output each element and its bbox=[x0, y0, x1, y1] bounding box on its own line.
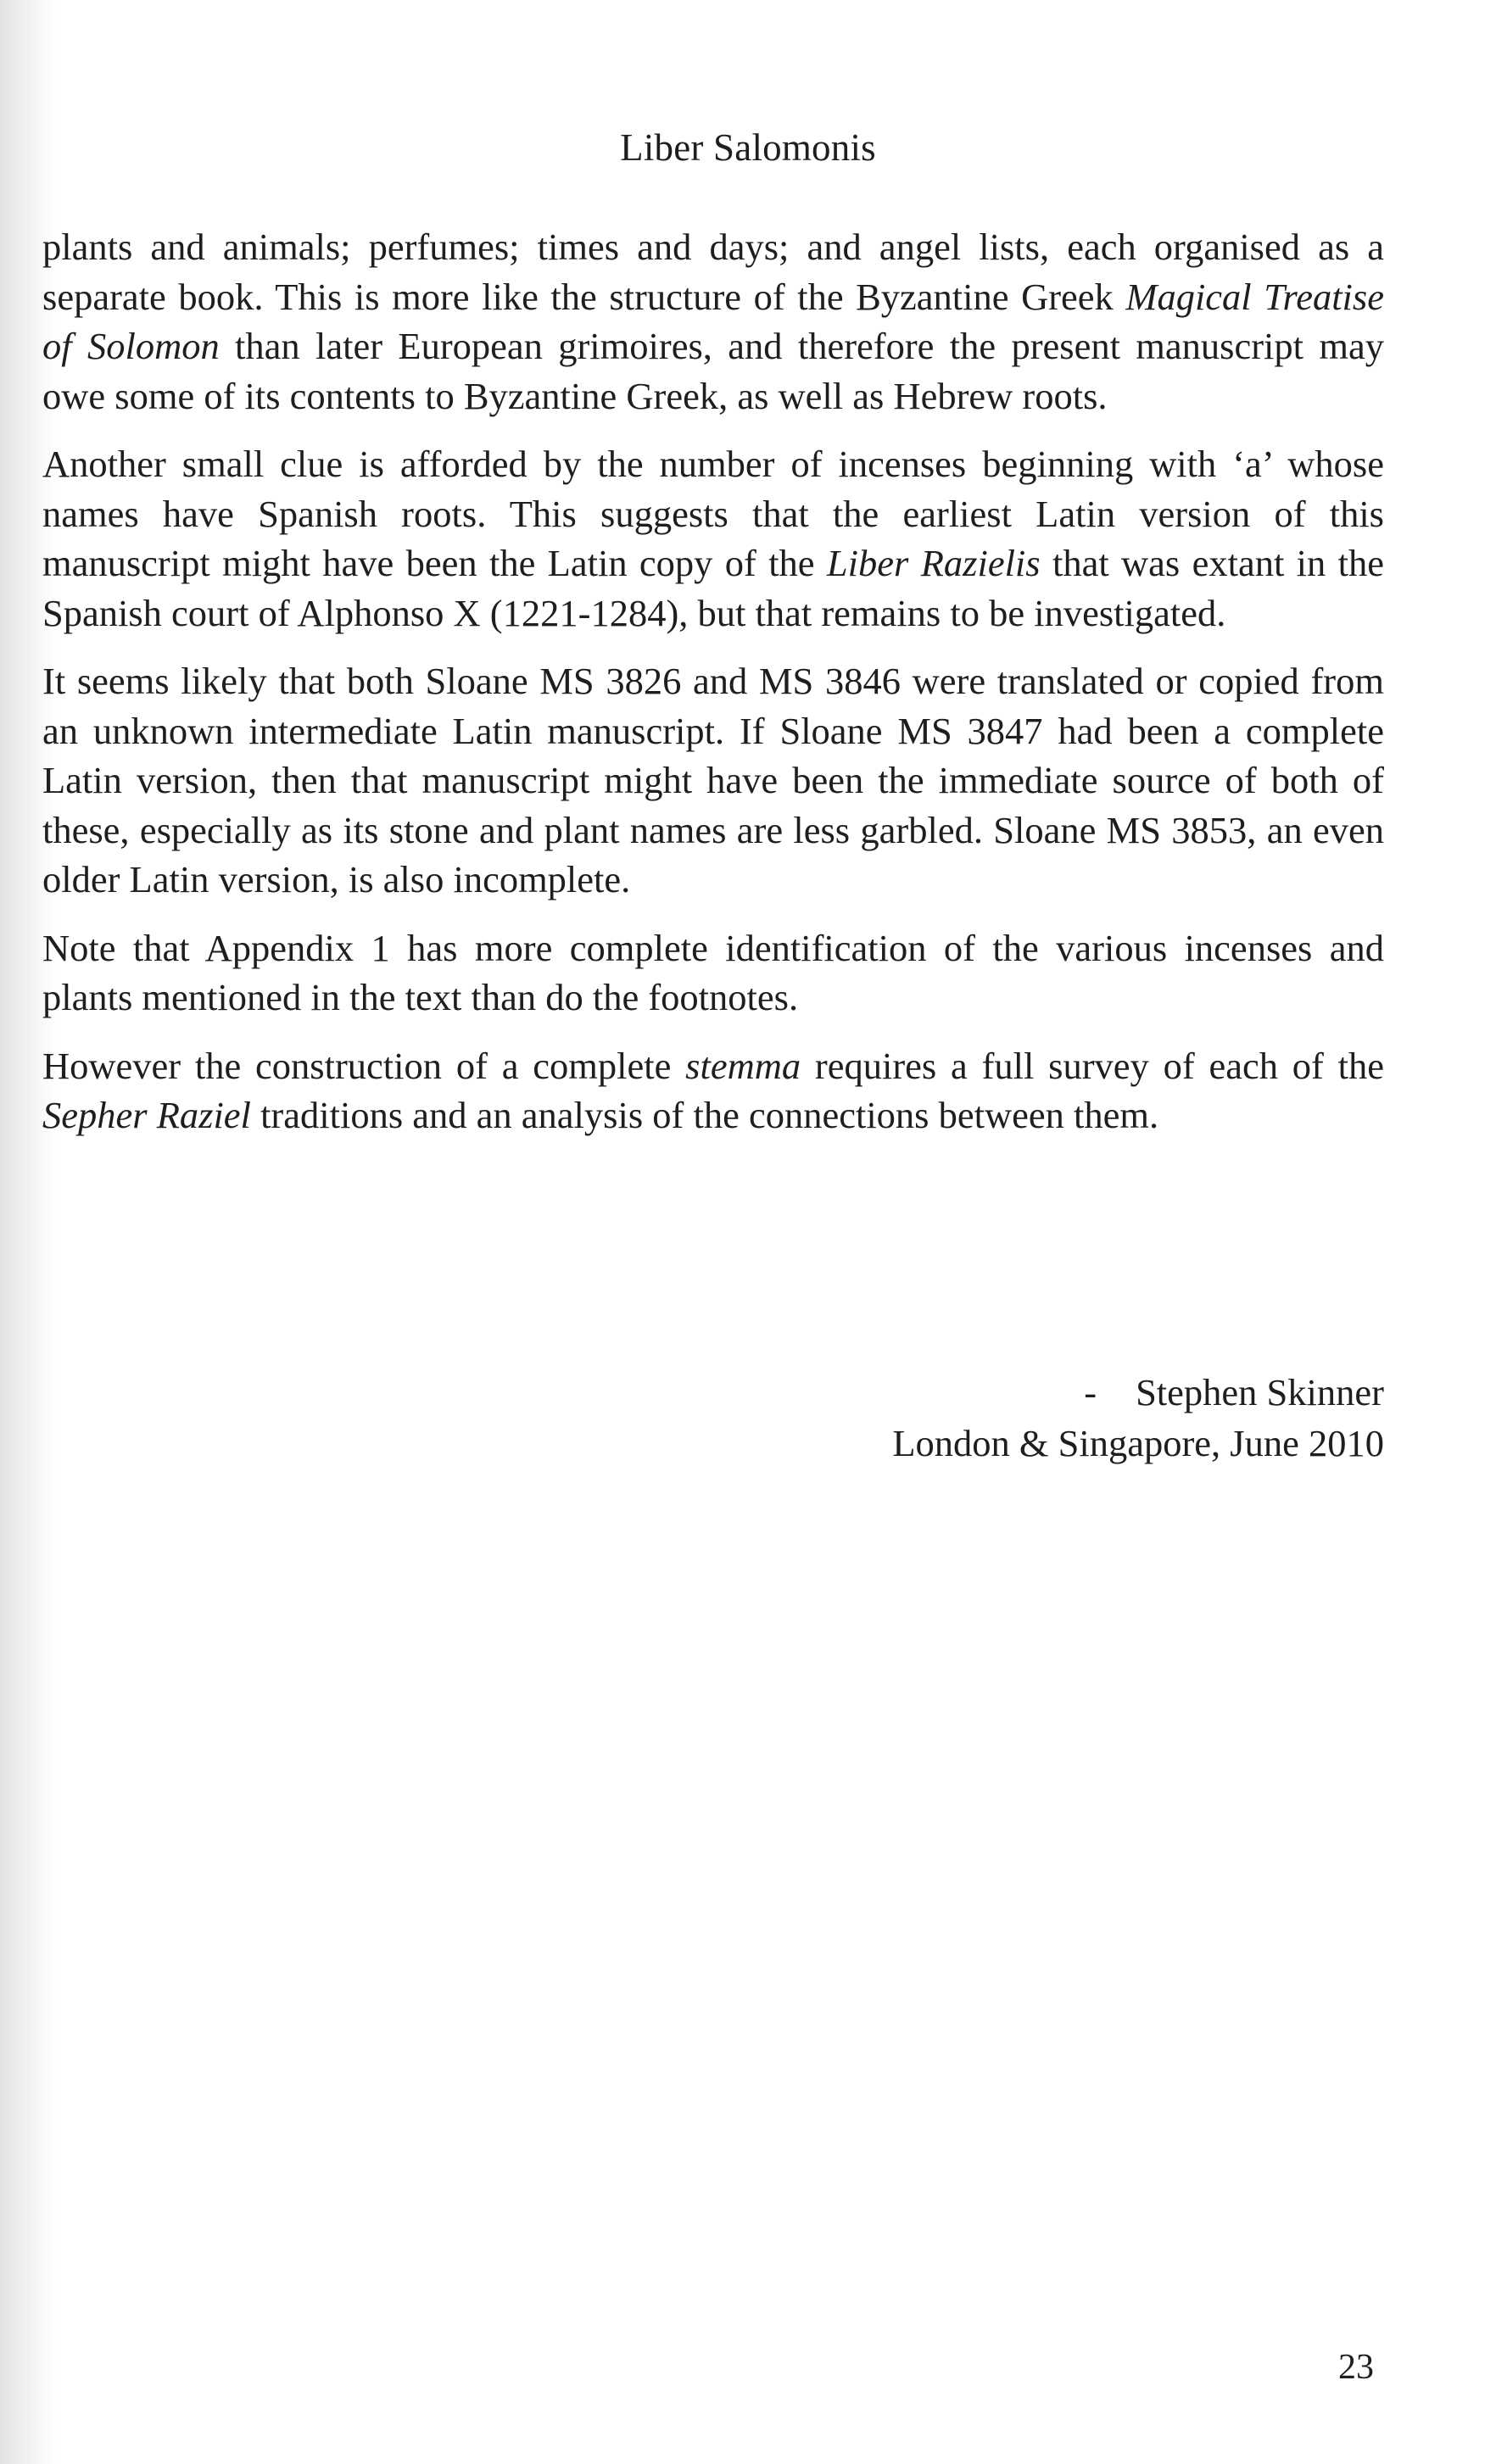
book-title-sepher-raziel: Sepher Raziel bbox=[42, 1094, 251, 1136]
text-segment: that was extant in the Spanish court of Alphonso X (1221-1284), but that remains to be investigated. bbox=[42, 542, 1384, 634]
page-number: 23 bbox=[1338, 2348, 1374, 2387]
running-header: Liber Salomonis bbox=[620, 126, 876, 169]
text-segment: traditions and an analysis of the connections between them. bbox=[250, 1094, 1159, 1136]
paragraph-4 bbox=[42, 923, 1384, 1023]
text-segment: Note that Appendix 1 has more complete identification of the various incenses and plants mentioned in the text than do the footnotes. bbox=[42, 926, 1384, 1018]
paragraph-5 bbox=[42, 1041, 1384, 1140]
text-segment: plants and animals; perfumes; times and days; and angel lists, each organised as a separate book. This is more like the structure of the Byzantine Greek bbox=[42, 226, 1384, 318]
body-text bbox=[42, 222, 1384, 1159]
signature-dash: - bbox=[1084, 1371, 1097, 1413]
text-segment: than later European grimoires, and therefore the present manuscript may owe some of its contents to Byzantine Greek, as well as Hebrew roots. bbox=[42, 325, 1384, 417]
signature-author: Stephen Skinner bbox=[1136, 1371, 1384, 1413]
signature-block bbox=[892, 1367, 1384, 1469]
paragraph-2 bbox=[42, 439, 1384, 638]
text-segment: However the construction of a complete bbox=[42, 1044, 686, 1087]
text-segment: It seems likely that both Sloane MS 3826 and MS 3846 were translated or copied from an unknown intermediate Latin manuscript. If Sloane MS 3847 had been a complete Latin version, then that manuscript might have been the immediate source of both of these, especially as its stone and plant names are less garbled. Sloane MS 3853, an even older Latin version, is also incomplete. bbox=[42, 660, 1384, 900]
text-segment: Another small clue is afforded by the number of incenses beginning with ‘a’ whose names have Spanish roots. This suggests that the earliest Latin version of this manuscript might have been the Latin copy of the bbox=[42, 443, 1384, 584]
paragraph-1 bbox=[42, 222, 1384, 421]
signature-place-date: London & Singapore, June 2010 bbox=[892, 1422, 1384, 1464]
book-title-liber-razielis: Liber Razielis bbox=[826, 542, 1041, 584]
text-segment: requires a full survey of each of the bbox=[801, 1044, 1384, 1087]
signature-author-line bbox=[892, 1367, 1384, 1418]
paragraph-3 bbox=[42, 656, 1384, 905]
book-title-magical-treatise: Magical Treatise of Solomon bbox=[42, 275, 1384, 367]
term-stemma: stemma bbox=[685, 1044, 801, 1087]
